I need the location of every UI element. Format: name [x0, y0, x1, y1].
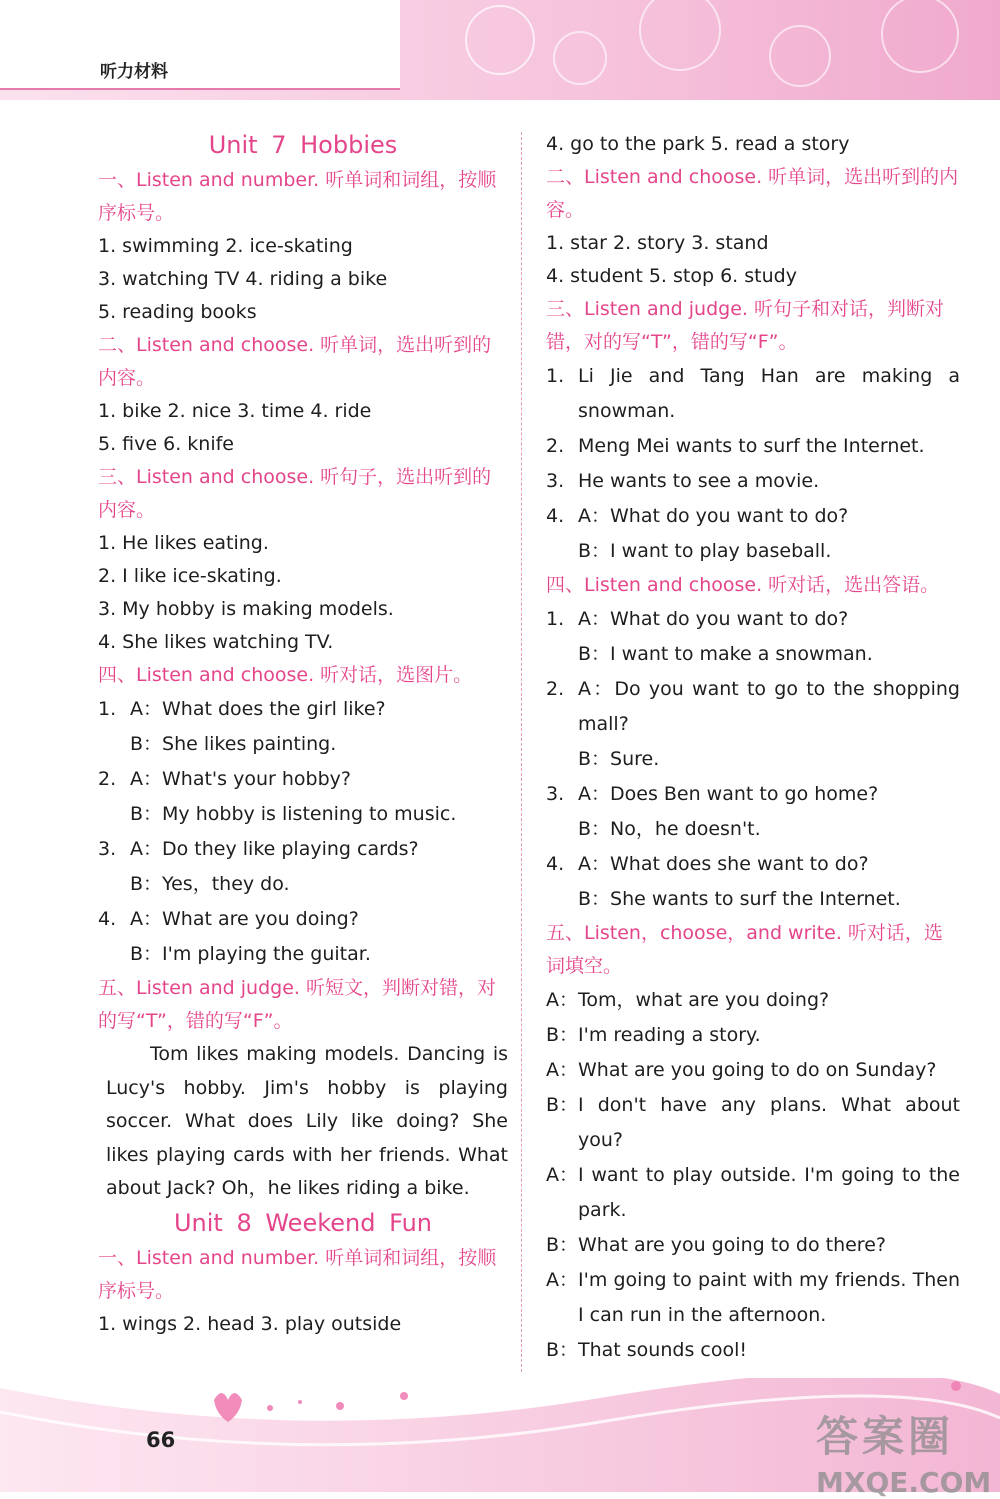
- unit7-section5-title: 五、Listen and judge. 听短文，判断对错，对的写“T”，错的写“F”。: [98, 977, 496, 1032]
- unit7-s1-line: 1. swimming 2. ice-skating: [98, 235, 353, 257]
- judge-item: B：I want to play baseball.: [578, 540, 832, 562]
- column-divider: [521, 132, 522, 1372]
- unit7-s3-line: 3. My hobby is making models.: [98, 598, 394, 620]
- unit7-s4-dialogues: [98, 692, 508, 972]
- unit8-title: Unit 8 Weekend Fun: [173, 1208, 433, 1237]
- header-tab: [0, 0, 400, 90]
- judge-item: 4. A：What do you want to do?: [546, 505, 849, 527]
- right-column: [546, 128, 960, 1368]
- unit7-section1-title: 一、Listen and number. 听单词和词组，按顺序标号。: [98, 169, 497, 224]
- unit8-section1-title: 一、Listen and number. 听单词和词组，按顺序标号。: [98, 1246, 497, 1302]
- unit7-s3-line: 1. He likes eating.: [98, 532, 269, 554]
- dialogue-line: B： What are you going to do there?: [546, 1234, 886, 1256]
- watermark-site: MXQE.COM: [816, 1466, 992, 1499]
- dialogue-line: 1. A：What do you want to do?: [546, 608, 849, 630]
- dialogue-line: 3. A：Do they like playing cards?: [98, 838, 419, 860]
- dialogue-line: 2. A：What's your hobby?: [98, 768, 351, 790]
- watermark-logo-text: 答案圈: [816, 1412, 955, 1461]
- dialogue-line: A： What are you going to do on Sunday?: [546, 1059, 937, 1081]
- unit7-s3-line: 2. I like ice-skating.: [98, 565, 282, 587]
- unit8-s4-dialogues: [546, 602, 960, 917]
- dialogue-line: B： I'm reading a story.: [546, 1024, 761, 1046]
- unit7-s1-line: 3. watching TV 4. riding a bike: [98, 268, 388, 290]
- dialogue-line: B： That sounds cool!: [546, 1339, 747, 1361]
- unit8-s1-line: 4. go to the park 5. read a story: [546, 133, 850, 155]
- dialogue-line: B：She likes painting.: [130, 733, 337, 755]
- unit8-section5-title: 五、Listen，choose，and write. 听对话，选词填空。: [546, 922, 943, 977]
- dialogue-line: B：Yes，they do.: [130, 873, 290, 895]
- unit7-s2-line: 1. bike 2. nice 3. time 4. ride: [98, 400, 372, 422]
- unit7-s1-line: 5. reading books: [98, 301, 257, 323]
- dialogue-line: B：My hobby is listening to music.: [130, 803, 457, 825]
- unit7-section2-title: 二、Listen and choose. 听单词，选出听到的内容。: [98, 334, 492, 389]
- dialogue-line: 2. A：Do you want to go to the shopping mall?: [546, 678, 960, 735]
- unit8-section4-title: 四、Listen and choose. 听对话，选出答语。: [546, 574, 940, 596]
- judge-item: 3. He wants to see a movie.: [546, 470, 820, 492]
- watermark: [816, 1404, 991, 1499]
- dialogue-line: B：I'm playing the guitar.: [130, 943, 371, 965]
- dialogue-line: B：I want to make a snowman.: [578, 643, 873, 665]
- unit8-s3-items: [546, 359, 960, 569]
- dialogue-line: 3. A：Does Ben want to go home?: [546, 783, 879, 805]
- unit8-s2-line: 1. star 2. story 3. stand: [546, 232, 769, 254]
- unit7-section4-title: 四、Listen and choose. 听对话，选图片。: [98, 664, 473, 686]
- dialogue-line: 4. A：What are you doing?: [98, 908, 359, 930]
- unit7-s5-paragraph: Tom likes making models. Dancing is Lucy's hobby. Jim's hobby is playing soccer. What does Lily like doing? She likes playing cards with her friends. What about Jack? Oh，he likes riding a bike.: [106, 1043, 508, 1199]
- header-circles-decoration: [380, 0, 1000, 100]
- left-column: [98, 128, 508, 1341]
- dialogue-line: A： Tom，what are you doing?: [546, 989, 830, 1011]
- unit7-title: Unit 7 Hobbies: [208, 131, 398, 159]
- dialogue-line: 4. A：What does she want to do?: [546, 853, 869, 875]
- dialogue-line: B：Sure.: [578, 748, 660, 770]
- dialogue-line: B：No，he doesn't.: [578, 818, 761, 840]
- unit8-section3-title: 三、Listen and judge. 听句子和对话，判断对错，对的写“T”，错的写“F”。: [546, 298, 944, 353]
- dialogue-line: B： I don't have any plans. What about you?: [546, 1094, 960, 1151]
- dialogue-line: A： I want to play outside. I'm going to the park.: [546, 1164, 960, 1221]
- page-number: 66: [146, 1428, 176, 1452]
- dialogue-line: A： I'm going to paint with my friends. Then I can run in the afternoon.: [546, 1269, 960, 1326]
- dialogue-line: 1. A：What does the girl like?: [98, 698, 386, 720]
- unit7-s2-line: 5. five 6. knife: [98, 433, 234, 455]
- unit7-s3-line: 4. She likes watching TV.: [98, 631, 334, 653]
- unit7-section3-title: 三、Listen and choose. 听句子，选出听到的内容。: [98, 466, 492, 521]
- unit8-s2-line: 4. student 5. stop 6. study: [546, 265, 797, 287]
- unit8-section2-title: 二、Listen and choose. 听单词，选出听到的内容。: [546, 166, 959, 221]
- dialogue-line: B：She wants to surf the Internet.: [578, 888, 901, 910]
- header-label: 听力材料: [100, 62, 168, 82]
- judge-item: 1. Li Jie and Tang Han are making a snowman.: [546, 365, 960, 422]
- unit8-s5-dialogue: [546, 983, 960, 1368]
- unit8-s1-line: 1. wings 2. head 3. play outside: [98, 1312, 402, 1335]
- judge-item: 2. Meng Mei wants to surf the Internet.: [546, 435, 925, 457]
